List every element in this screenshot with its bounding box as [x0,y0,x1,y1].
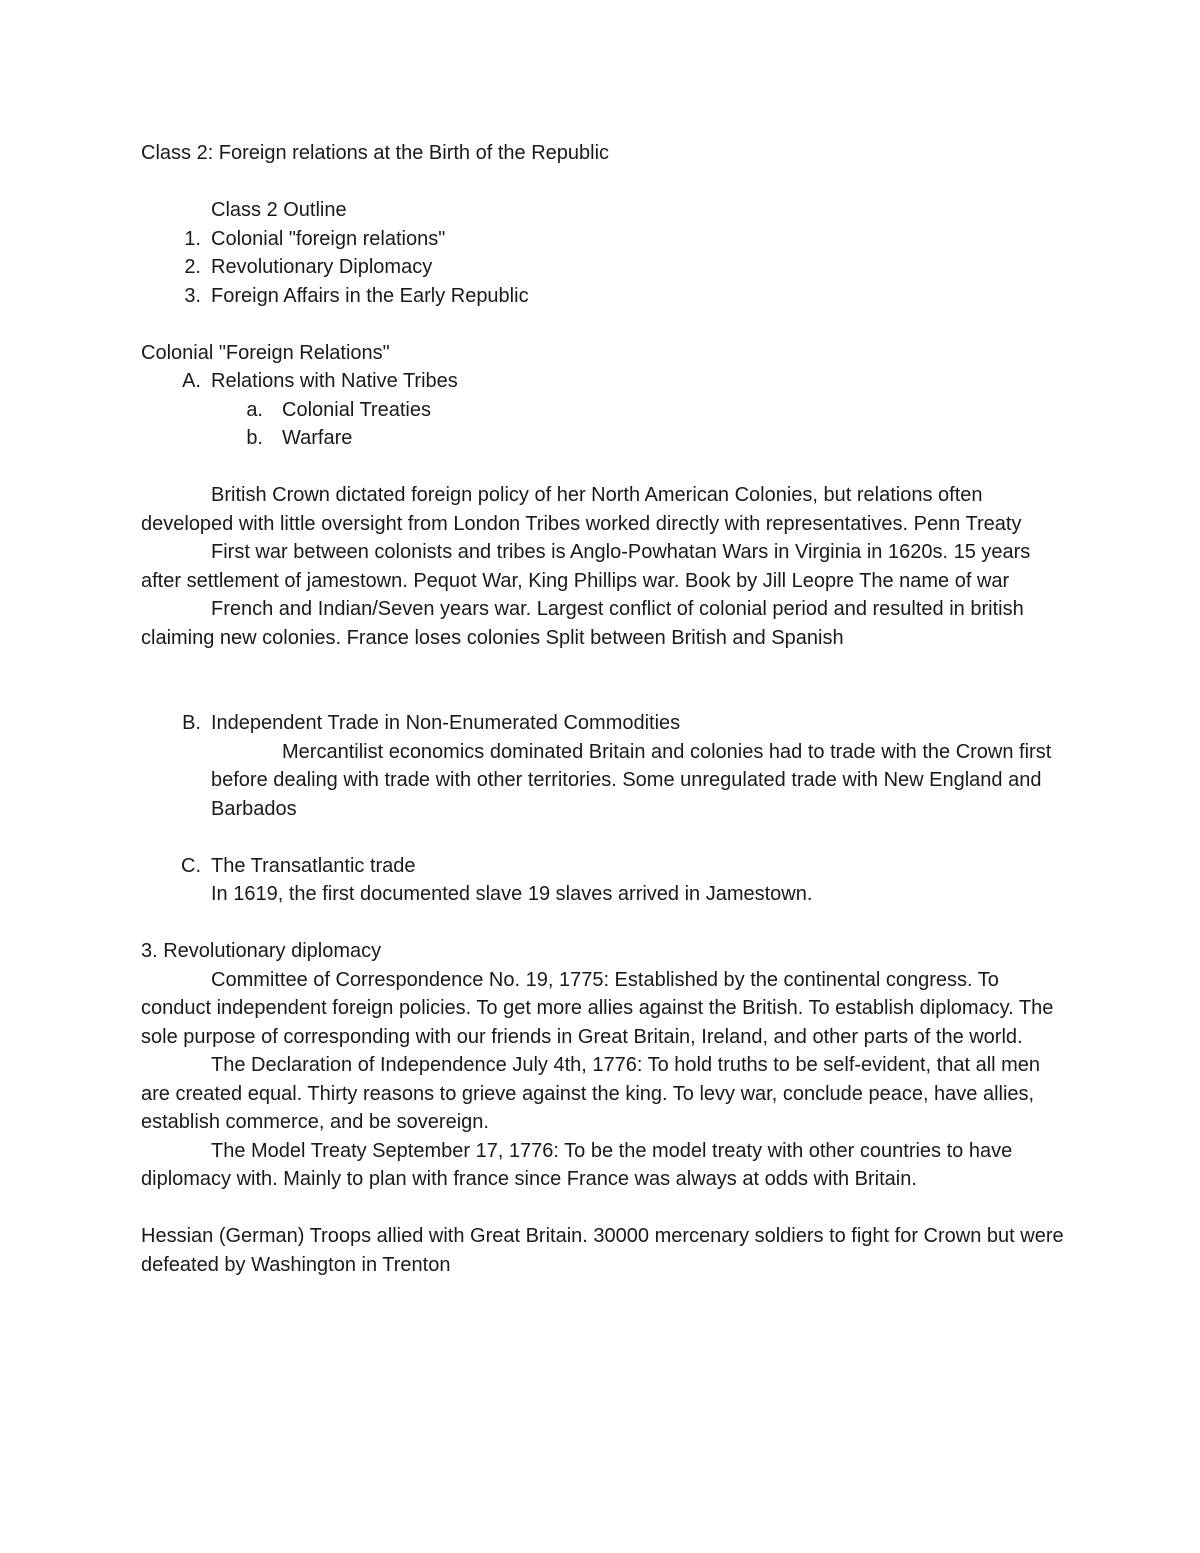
outline-item [141,282,1066,311]
list-marker: A. [182,370,201,392]
document-title: Class 2: Foreign relations at the Birth of the Republic [141,142,610,164]
section-b-item [141,709,1066,738]
section-c-text: The Transatlantic trade [211,854,416,877]
outline-item [141,225,1066,254]
list-marker: 2. [184,256,201,278]
list-marker: 3. [184,284,201,307]
paragraph: The Model Treaty September 17, 1776: To be the model treaty with other countries to have diplomacy with. Mainly to plan with france since France was always at odds with Britain. [141,1139,1013,1190]
outline-item-text: Colonial "foreign relations" [211,227,446,250]
section-c-paragraph: In 1619, the first documented slave 19 slaves arrived in Jamestown. [211,883,813,905]
list-marker: C. [181,854,201,877]
spacer [141,453,1066,482]
section-a-item [141,367,1066,396]
revolutionary-heading: 3. Revolutionary diplomacy [141,940,382,962]
section-b-text: Independent Trade in Non-Enumerated Commodities [211,712,681,734]
outline-item-text: Foreign Affairs in the Early Republic [211,284,529,307]
subitem-text: Warfare [282,427,353,449]
subitem-text: Colonial Treaties [282,398,431,421]
outline-item [141,253,1066,282]
colonial-heading: Colonial "Foreign Relations" [141,341,390,364]
paragraph: First war between colonists and tribes is Anglo-Powhatan Wars in Virginia in 1620s. 15 years after settlement of jamestown. Pequot War, King Phillips war. Book by Jill Leopre The name of war [141,541,1031,592]
spacer [141,310,1066,339]
section-b-paragraph: Mercantilist economics dominated Britain and colonies had to trade with the Crown first before dealing with trade with other territories. Some unregulated trade with New England and Barbados [211,740,1052,820]
spacer [141,652,1066,709]
paragraph: The Declaration of Independence July 4th, 1776: To hold truths to be self-evident, that all men are created equal. Thirty reasons to grieve against the king. To levy war, conclude peace, have allies, establish commerce, and be sovereign. [141,1054,1041,1133]
section-c-item [141,852,1066,881]
paragraph: Committee of Correspondence No. 19, 1775: Established by the continental congress. To conduct independent foreign policies. To get more allies against the British. To establish diplomacy. The sole purpose of corresponding with our friends in Great Britain, Ireland, and other parts of the world. [141,968,1054,1048]
paragraph: French and Indian/Seven years war. Largest conflict of colonial period and resulted in british claiming new colonies. France loses colonies Split between British and Spanish [141,598,1024,649]
list-marker: b. [246,427,263,449]
outline-heading: Class 2 Outline [211,199,347,221]
spacer [141,168,1066,197]
list-marker: 1. [184,227,201,250]
subitem [141,396,1066,425]
paragraph: British Crown dictated foreign policy of her North American Colonies, but relations often developed with little oversight from London Tribes worked directly with representatives. Penn Treaty [141,484,1022,535]
section-a-text: Relations with Native Tribes [211,370,458,392]
spacer [141,909,1066,938]
document-page [141,139,1066,1279]
hessian-paragraph: Hessian (German) Troops allied with Great Britain. 30000 mercenary soldiers to fight for Crown but were defeated by Washington in Trenton [141,1225,1064,1276]
list-marker: a. [246,398,263,421]
list-marker: B. [182,712,201,734]
spacer [141,823,1066,852]
subitem [141,424,1066,453]
spacer [141,1194,1066,1223]
outline-item-text: Revolutionary Diplomacy [211,256,433,278]
